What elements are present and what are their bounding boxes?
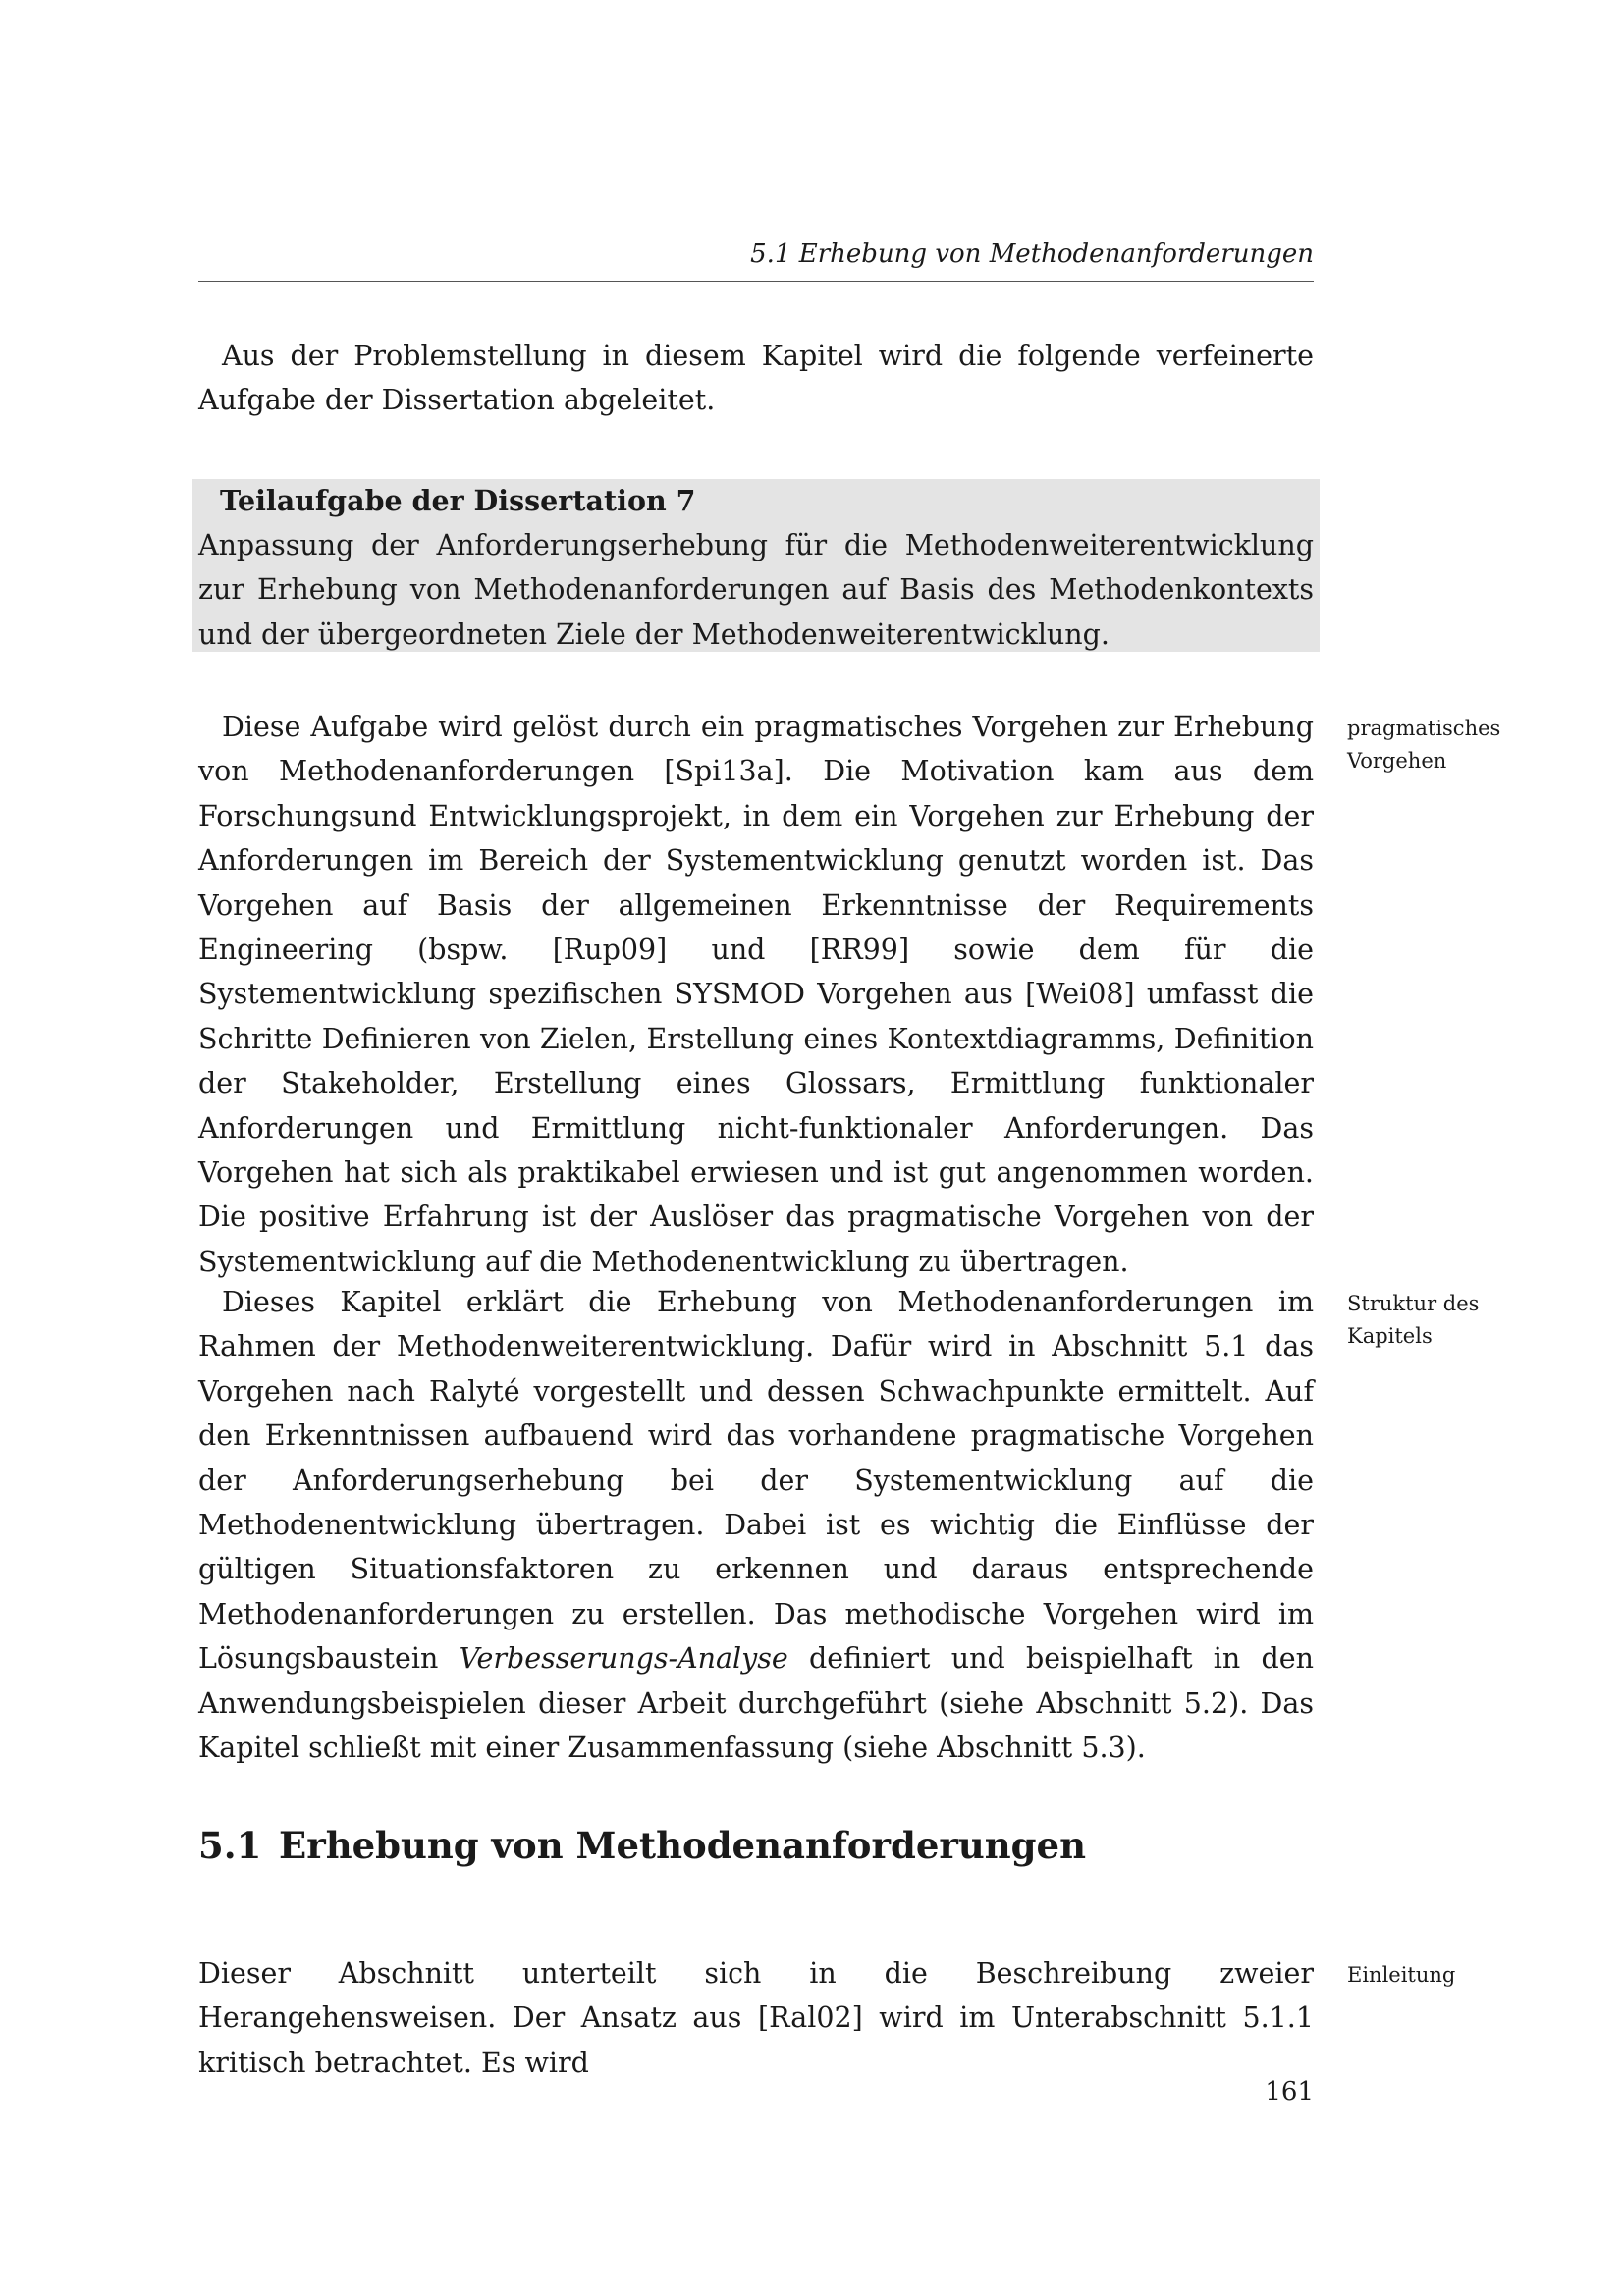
paragraph-3-emphasis: Verbesserungs-Analyse [459,1642,788,1676]
paragraph-introduction: Dieser Abschnitt unterteilt sich in die Beschreibung zweier Herangehensweisen. Der Ansatz aus [Ral02] wird im Unterabschnitt 5.1.1 kritisch betrachtet. Es wird [198,1957,1314,2079]
margin-note-introduction: Einleitung [1347,1963,1456,1987]
section-heading [198,1824,1086,1867]
running-header [198,238,1314,282]
paragraph-3-text-after: definiert und beispielhaft in den Anwendungsbeispielen dieser Arbeit durchgeführt (siehe Abschnitt 5.2). Das Kapitel schließt mit einer Zusammenfassung (siehe Abschnitt 5.3). [198,1642,1314,1765]
section-title: Erhebung von Methodenanforderungen [279,1824,1086,1867]
intro-paragraph: Aus der Problemstellung in diesem Kapitel wird die folgende verfeinerte Aufgabe der Dissertation abgeleitet. [198,340,1314,417]
paragraph-3-text-before: Dieses Kapitel erklärt die Erhebung von Methodenanforderungen im Rahmen der Methodenweiterentwicklung. Dafür wird in Abschnitt 5.1 das Vorgehen nach Ralyté vorgestellt und dessen Schwachpunkte ermittelt. Auf den Erkenntnissen aufbauend wird das vorhandene pragmatische Vorgehen der Anforderungserhebung bei der Systementwicklung auf die Methodenentwicklung übertragen. Dabei ist es wichtig die Einflüsse der gültigen Situationsfaktoren zu erkennen und daraus entsprechende Methodenanforderungen zu erstellen. Das methodische Vorgehen wird im Lösungsbaustein [198,1286,1314,1676]
paragraph-chapter-structure [198,1280,1314,1770]
subtask-text: Anpassung der Anforderungserhebung für die Methodenweiterentwicklung zur Erhebung von Methodenanforderungen auf Basis des Methodenkontexts und der übergeordneten Ziele der Methodenweiterentwicklung. [198,529,1314,651]
margin-note-structure: Struktur des Kapitels [1347,1292,1480,1348]
section-number: 5.1 [198,1824,262,1867]
running-header-title: 5.1 Erhebung von Methodenanforderungen [750,240,1314,269]
subtask-box [192,479,1320,652]
page-number: 161 [1265,2077,1314,2107]
subtask-title: Teilaufgabe der Dissertation 7 [220,484,696,517]
paragraph-pragmatic-approach: Diese Aufgabe wird gelöst durch ein pragmatisches Vorgehen zur Erhebung von Methodenanforderungen [Spi13a]. Die Motivation kam aus dem Forschungsund Entwicklungsprojekt, in dem ein Vorgehen zur Erhebung der Anforderungen im Bereich der Systementwicklung genutzt worden ist. Das Vorgehen auf Basis der allgemeinen Erkenntnisse der Requirements Engineering (bspw. [Rup09] und [RR99] sowie dem für die Systementwicklung spezifischen SYSMOD Vorgehen aus [Wei08] umfasst die Schritte Definieren von Zielen, Erstellung eines Kontextdiagramms, Definition der Stakeholder, Erstellung eines Glossars, Ermittlung funktionaler Anforderungen und Ermittlung nicht-funktionaler Anforderungen. Das Vorgehen hat sich als praktikabel erwiesen und ist gut angenommen worden. Die positive Erfahrung ist der Auslöser das pragmatische Vorgehen von der Systementwicklung auf die Methodenentwicklung zu übertragen. [198,711,1314,1278]
margin-note-pragmatic: pragmatisches Vorgehen [1347,717,1501,773]
